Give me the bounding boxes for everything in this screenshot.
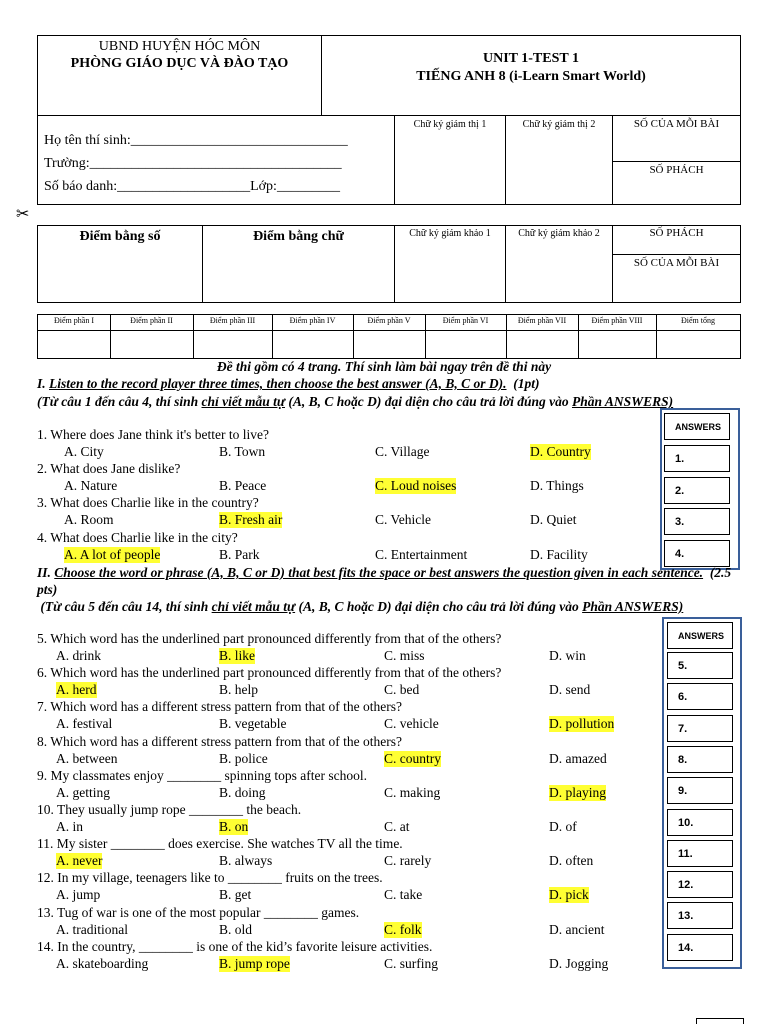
option-a: A. Room	[64, 512, 114, 528]
office-name: PHÒNG GIÁO DỤC VÀ ĐÀO TẠO	[70, 56, 289, 71]
option-b: B. Town	[219, 444, 266, 459]
option-a: A. between	[56, 750, 118, 766]
option-a: A. festival	[56, 716, 113, 732]
answer-box[interactable]: 1.	[664, 445, 730, 472]
option-d: D. Quiet	[530, 512, 577, 528]
part-score-header: Điểm phần VIII	[591, 316, 643, 325]
test-subtitle: TIẾNG ANH 8 (i-Learn Smart World)	[416, 69, 646, 84]
option-c: C. Village	[375, 444, 430, 459]
option-d: D. pollution	[549, 716, 615, 732]
option-b: B. help	[219, 682, 258, 698]
option-d: D. send	[549, 682, 591, 698]
part-score-header: Điểm tổng	[681, 316, 715, 325]
option-d: D. ancient	[549, 921, 605, 937]
option-c: C. Loud noises	[375, 478, 457, 494]
part-score-header: Điểm phần IV	[289, 316, 336, 325]
option-d: D. often	[549, 853, 594, 869]
option-c: C. vehicle	[384, 716, 439, 732]
option-b: B. old	[219, 921, 253, 937]
option-d: D. playing	[549, 784, 606, 800]
option-a: A. traditional	[56, 921, 128, 937]
question-text: 2. What does Jane dislike?	[37, 461, 181, 477]
secret-code-label: SỐ PHÁCH	[649, 164, 704, 176]
secret-code-label-2: SỐ PHÁCH	[649, 227, 704, 239]
option-c: C. rarely	[384, 853, 432, 869]
question-text: 4. What does Charlie like in the city?	[37, 529, 238, 545]
option-a: A. drink	[56, 648, 101, 663]
paper-number-label-2: SỐ CỦA MỖI BÀI	[633, 257, 720, 269]
option-d: D. Jogging	[549, 955, 609, 971]
answer-box[interactable]: 14.	[667, 934, 733, 961]
answer-box[interactable]: 12.	[667, 871, 733, 898]
option-b: B. always	[219, 853, 273, 869]
answer-box[interactable]: 9.	[667, 777, 733, 804]
option-a: A. Nature	[64, 478, 118, 494]
option-c: C. surfing	[384, 955, 438, 971]
question-text: 10. They usually jump rope ________ the beach.	[37, 802, 302, 817]
student-name-field[interactable]: Họ tên thí sinh:_______________________________	[44, 133, 348, 148]
option-a: A. A lot of people	[64, 546, 161, 562]
option-c: C. take	[384, 887, 423, 903]
proctor-2-signature: Chữ ký giám thị 2	[522, 119, 596, 130]
paper-number-label: SỐ CỦA MỖI BÀI	[633, 118, 720, 130]
option-b: B. police	[219, 750, 268, 766]
answer-box[interactable]: 11.	[667, 840, 733, 867]
question-text: 12. In my village, teenagers like to ________ fruits on the trees.	[37, 870, 383, 886]
score-number-label: Điểm bằng số	[79, 229, 161, 244]
scissors-icon: ✂	[16, 204, 30, 223]
answer-box[interactable]: 6.	[667, 683, 733, 710]
header-table	[37, 35, 741, 116]
answer-box[interactable]: 5.	[667, 652, 733, 679]
option-d: D. of	[549, 819, 577, 834]
answers-header-2: ANSWERS	[667, 622, 733, 649]
question-text: 9. My classmates enjoy ________ spinning tops after school.	[37, 767, 367, 783]
section-2-instructions: (Từ câu 5 đến câu 14, thí sinh chỉ viết mẫu tự (A, B, C hoặc D) đại diện cho câu trả lời đúng vào Phần ANSWERS)	[40, 599, 684, 614]
option-a: A. City	[64, 444, 104, 459]
question-text: 5. Which word has the underlined part pronounced differently from that of the others?	[37, 631, 502, 646]
option-b: B. jump rope	[219, 955, 290, 971]
test-title: UNIT 1-TEST 1	[483, 51, 579, 66]
option-c: C. Vehicle	[375, 512, 431, 528]
option-b: B. Peace	[219, 478, 267, 494]
answer-box[interactable]: 7.	[667, 715, 733, 742]
option-a: A. jump	[56, 887, 101, 903]
part-score-header: Điểm phần V	[367, 316, 411, 325]
option-d: D. Things	[530, 478, 584, 494]
part-score-header: Điểm phần VII	[517, 316, 567, 325]
page-corner-box	[696, 1018, 744, 1024]
question-text: 13. Tug of war is one of the most popular ________ games.	[37, 904, 360, 920]
student-info-table	[37, 115, 741, 205]
question-text: 11. My sister ________ does exercise. She watches TV all the time.	[37, 836, 403, 852]
answer-box[interactable]: 10.	[667, 809, 733, 836]
option-c: C. Entertainment	[375, 546, 468, 562]
answer-box[interactable]: 4.	[664, 540, 730, 567]
question-text: 8. Which word has a different stress pattern from that of the others?	[37, 733, 403, 749]
option-d: D. win	[549, 648, 586, 663]
option-b: B. Park	[219, 546, 260, 562]
score-table	[37, 225, 741, 303]
question-text: 7. Which word has a different stress pattern from that of the others?	[37, 699, 403, 715]
option-a: A. in	[56, 819, 83, 834]
option-c: C. country	[384, 750, 441, 766]
option-c: C. miss	[384, 648, 425, 663]
score-word-label: Điểm bằng chữ	[253, 229, 344, 244]
option-b: B. vegetable	[219, 716, 287, 732]
department-name: UBND HUYỆN HÓC MÔN	[98, 39, 261, 54]
question-text: 14. In the country, ________ is one of the kid’s favorite leisure activities.	[37, 938, 433, 954]
option-b: B. get	[219, 887, 252, 903]
answer-box[interactable]: 13.	[667, 902, 733, 929]
question-text: 1. Where does Jane think it's better to live?	[37, 427, 269, 442]
section-2-title: II. Choose the word or phrase (A, B, C or D) that best fits the space or best answers the question given in each sentence. (2.5 pts)	[37, 565, 732, 597]
section-1-instructions: (Từ câu 1 đến câu 4, thí sinh chỉ viết mẫu tự (A, B, C hoặc D) đại diện cho câu trả lời đúng vào Phần ANSWERS)	[37, 394, 674, 409]
exam-notice: Đề thi gồm có 4 trang. Thí sinh làm bài ngay trên đề thi này	[216, 359, 552, 374]
proctor-1-signature: Chữ ký giám thị 1	[413, 119, 487, 130]
answer-box[interactable]: 8.	[667, 746, 733, 773]
option-d: D. Country	[530, 444, 591, 459]
part-score-header: Điểm phần II	[130, 316, 173, 325]
answer-box[interactable]: 2.	[664, 477, 730, 504]
option-c: C. making	[384, 784, 441, 800]
option-c: C. bed	[384, 682, 420, 698]
option-a: A. never	[56, 853, 103, 869]
option-b: B. doing	[219, 784, 266, 800]
answers-header-1: ANSWERS	[664, 413, 730, 440]
section-1-title: I. Listen to the record player three times, then choose the best answer (A, B, C or D). (1pt)	[37, 376, 540, 391]
question-text: 3. What does Charlie like in the country?	[37, 495, 259, 511]
part-score-header: Điểm phần I	[54, 316, 94, 325]
question-text: 6. Which word has the underlined part pronounced differently from that of the others?	[37, 665, 502, 681]
examiner-1-signature: Chữ ký giám khảo 1	[409, 228, 491, 239]
option-c: C. at	[384, 819, 410, 834]
option-a: A. herd	[56, 682, 97, 698]
option-a: A. skateboarding	[56, 955, 149, 971]
answer-box[interactable]: 3.	[664, 508, 730, 535]
student-id-field[interactable]: Số báo danh:___________________Lớp:_________	[44, 179, 340, 194]
option-b: B. on	[219, 819, 249, 834]
option-d: D. pick	[549, 887, 589, 903]
option-d: D. Facility	[530, 546, 588, 562]
option-b: B. Fresh air	[219, 512, 283, 528]
examiner-2-signature: Chữ ký giám khảo 2	[518, 228, 600, 239]
option-c: C. folk	[384, 921, 422, 937]
option-d: D. amazed	[549, 750, 607, 766]
option-b: B. like	[219, 648, 255, 663]
part-score-header: Điểm phần VI	[442, 316, 489, 325]
part-score-header: Điểm phần III	[209, 316, 256, 325]
option-a: A. getting	[56, 784, 110, 800]
part-scores-table	[37, 314, 741, 359]
school-field[interactable]: Trường:____________________________________	[44, 156, 342, 171]
